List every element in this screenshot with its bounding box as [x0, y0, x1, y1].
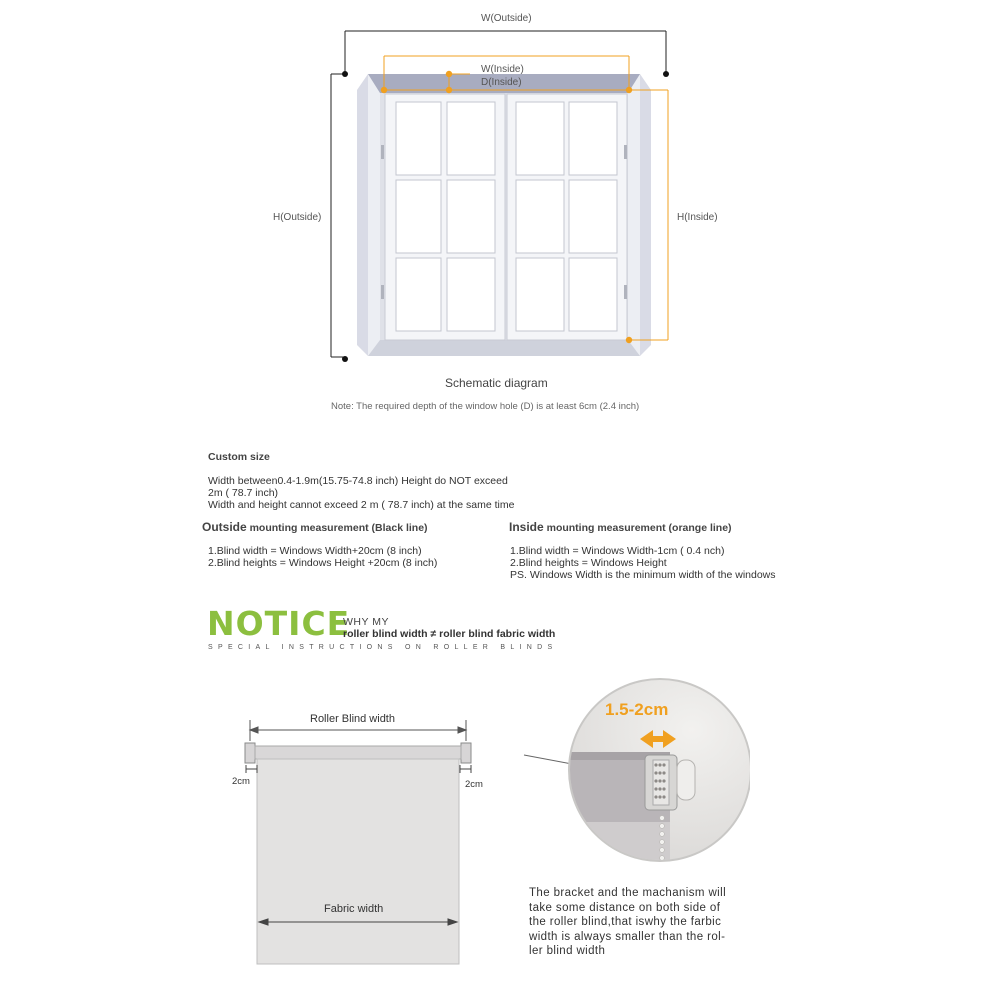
fabric-width-label: Fabric width [324, 903, 384, 915]
h-inside-label: H(Inside) [677, 212, 718, 223]
inside-mount-heading-bold: Inside [509, 520, 544, 534]
schematic-note: Note: The required depth of the window hole (D) is at least 6cm (2.4 inch) [331, 401, 640, 412]
paragraph-line: width is always smaller than the rol- [529, 930, 726, 943]
inside-mount-item2: 2.Blind heights = Windows Height [510, 557, 667, 569]
custom-size-line1: Width between0.4-1.9m(15.75-74.8 inch) Height do NOT exceed [208, 475, 508, 487]
notice-why-my: WHY MY [343, 616, 389, 628]
h-outside-label: H(Outside) [273, 212, 322, 223]
closeup-measure-label: 1.5-2cm [605, 700, 669, 719]
outside-mount-heading-rest: mounting measurement (Black line) [246, 522, 428, 534]
right-gap-label: 2cm [465, 779, 483, 790]
paragraph-line: The bracket and the machanism will [529, 887, 727, 899]
inside-mount-heading-rest: mounting measurement (orange line) [543, 522, 732, 534]
roller-width-label: Roller Blind width [310, 713, 395, 725]
paragraph-line: ler blind width [529, 945, 606, 957]
window-sashes [381, 94, 627, 340]
outside-mount-item1: 1.Blind width = Windows Width+20cm (8 inch) [208, 545, 422, 557]
left-gap-label: 2cm [232, 776, 250, 787]
custom-size-heading: Custom size [208, 451, 270, 463]
custom-size-line2: 2m ( 78.7 inch) [208, 487, 279, 499]
notice-special-instructions: SPECIAL INSTRUCTIONS ON ROLLER BLINDS [208, 644, 558, 651]
paragraph-line: the roller blind,that iswhy the farbic [529, 916, 722, 928]
closeup-paragraph [529, 886, 726, 959]
custom-size-line3: Width and height cannot exceed 2 m ( 78.7 inch) at the same time [208, 499, 515, 511]
notice-title: NOTICE [207, 604, 351, 643]
closeup-pointer-line [524, 755, 572, 764]
w-outside-label: W(Outside) [481, 13, 532, 24]
roller-blind-diagram [220, 705, 510, 975]
outside-mount-heading-bold: Outside [202, 520, 247, 534]
outside-mount-heading [202, 520, 428, 534]
d-inside-label: D(Inside) [481, 77, 522, 88]
notice-subtitle: roller blind width ≠ roller blind fabric width [343, 628, 556, 640]
inside-mount-item3: PS. Windows Width is the minimum width of the windows [510, 569, 776, 581]
inside-mount-heading [509, 520, 732, 534]
paragraph-line: take some distance on both side of [529, 901, 721, 914]
w-inside-label: W(Inside) [481, 64, 524, 75]
window-schematic [0, 0, 1000, 420]
schematic-title: Schematic diagram [445, 376, 548, 390]
fabric-panel [257, 759, 459, 964]
outside-mount-item2: 2.Blind heights = Windows Height +20cm (8 inch) [208, 557, 438, 569]
inside-mount-item1: 1.Blind width = Windows Width-1cm ( 0.4 nch) [510, 545, 725, 557]
